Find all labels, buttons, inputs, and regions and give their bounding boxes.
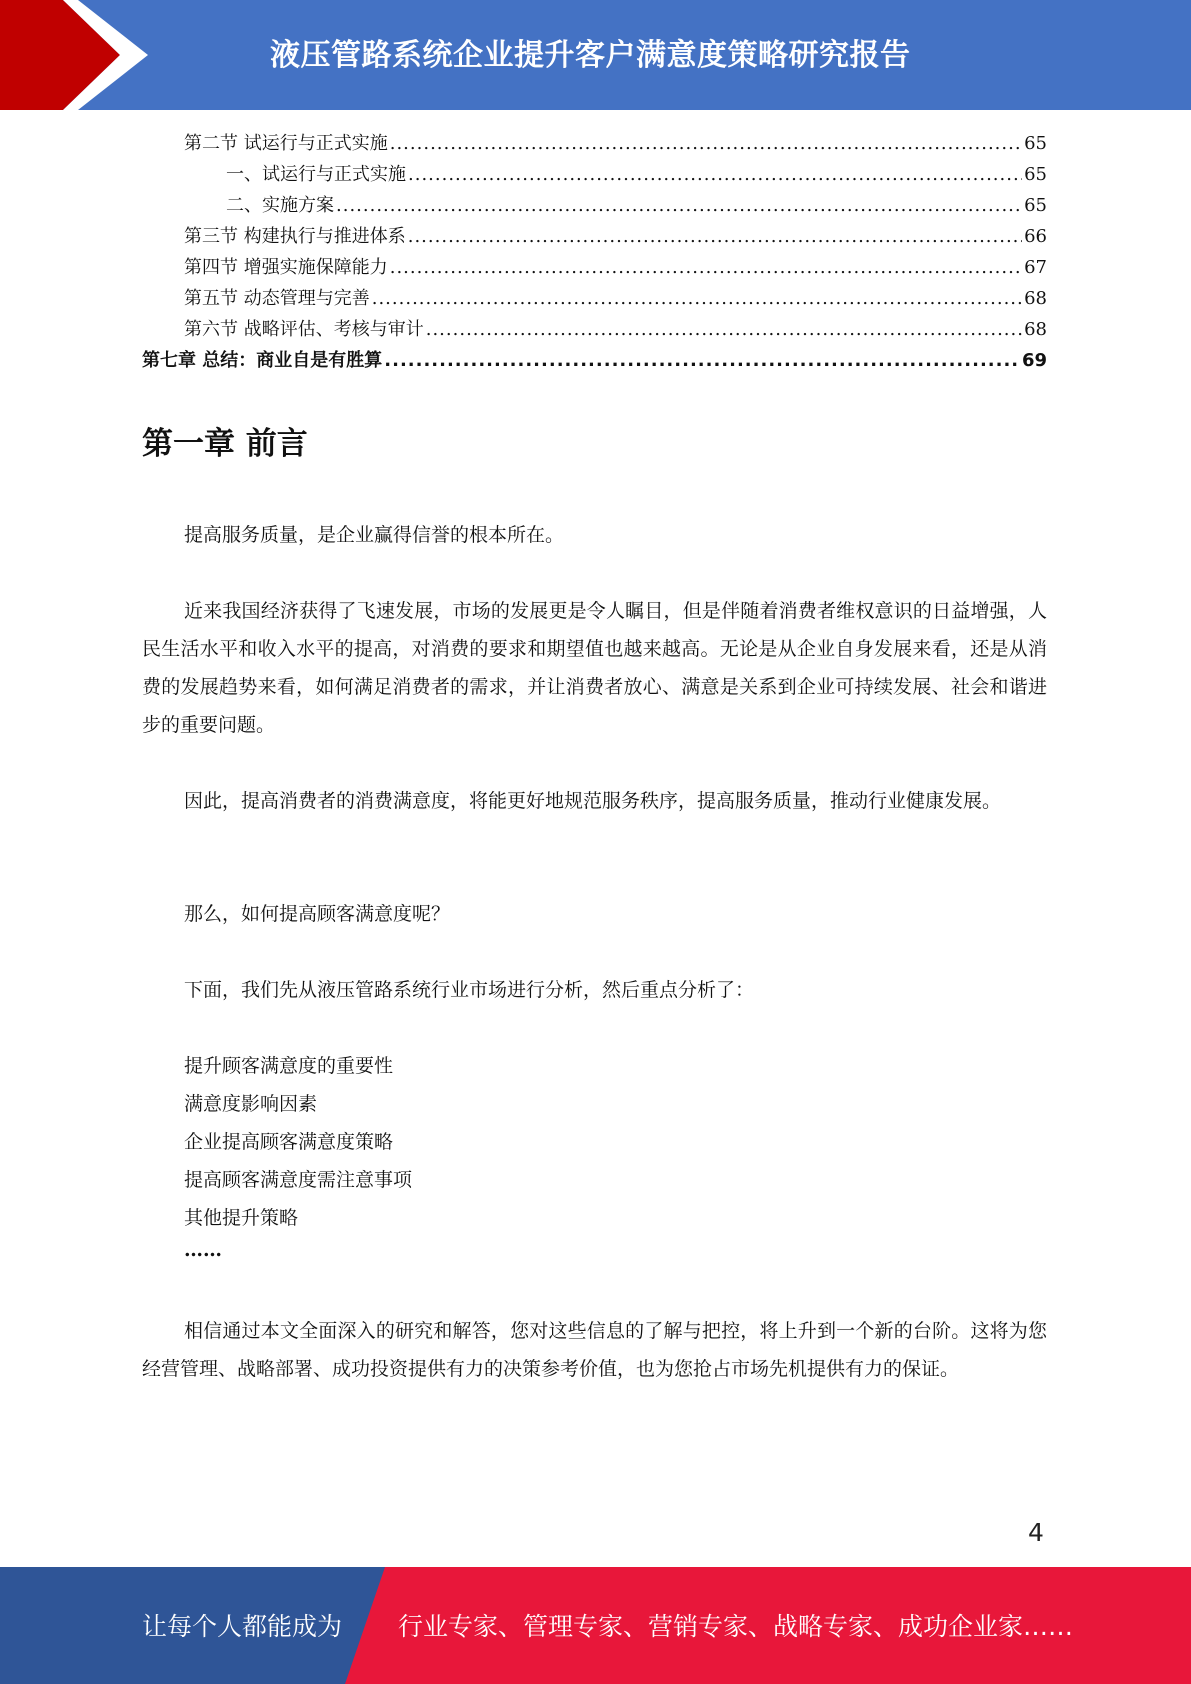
chevron-arrow-icon [0,0,150,110]
toc-page-number: 65 [1024,133,1047,154]
toc-entry-title: 第四节 增强实施保障能力 [184,257,388,278]
list-item: 企业提高顾客满意度策略 [184,1131,394,1153]
toc-row[interactable] [142,252,1047,283]
footer-slogan-left: 让每个人都能成为 [142,1612,343,1641]
toc-row[interactable] [142,221,1047,252]
list-item: 其他提升策略 [184,1207,299,1229]
toc-leader-dots [426,314,1022,345]
toc-entry-title: 第六节 战略评估、考核与审计 [184,319,424,340]
toc-page-number: 66 [1024,226,1047,247]
toc-page-number: 68 [1024,319,1047,340]
list-item: 提升顾客满意度的重要性 [184,1055,394,1077]
toc-leader-dots [336,190,1022,221]
page-number: 4 [1028,1518,1044,1547]
toc-leader-dots [384,345,1020,376]
paragraph: 近来我国经济获得了飞速发展，市场的发展更是令人瞩目，但是伴随着消费者维权意识的日益增强，人民生活水平和收入水平的提高，对消费的要求和期望值也越来越高。无论是从企业自身发展来看，还是从消费的发展趋势来看，如何满足消费者的需求，并让消费者放心、满意是关系到企业可持续发展、社会和谐进步的重要问题。 [142,600,1047,736]
toc-page-number: 68 [1024,288,1047,309]
list-item: 满意度影响因素 [184,1093,318,1115]
analysis-topic-list [184,1047,412,1237]
toc-page-number: 65 [1024,164,1047,185]
list-ellipsis: …… [184,1239,222,1261]
toc-row-chapter[interactable] [142,345,1047,376]
header-banner [0,0,1191,110]
toc-row[interactable] [142,159,1047,190]
footer-slogan-right: 行业专家、管理专家、营销专家、战略专家、成功企业家…… [398,1612,1074,1641]
toc-row[interactable] [142,190,1047,221]
toc-entry-title: 第五节 动态管理与完善 [184,288,370,309]
toc-row[interactable] [142,128,1047,159]
toc-row[interactable] [142,314,1047,345]
paragraph: 下面，我们先从液压管路系统行业市场进行分析，然后重点分析了： [184,979,755,1001]
toc-row[interactable] [142,283,1047,314]
toc-entry-title: 二、实施方案 [226,195,334,216]
toc-entry-title: 第二节 试运行与正式实施 [184,133,388,154]
toc-entry-title: 第三节 构建执行与推进体系 [184,226,406,247]
chapter-heading: 第一章 前言 [142,426,308,462]
toc-leader-dots [372,283,1022,314]
report-title: 液压管路系统企业提升客户满意度策略研究报告 [270,38,911,73]
paragraph: 那么，如何提高顾客满意度呢？ [184,903,451,925]
toc-leader-dots [408,221,1022,252]
paragraph: 因此，提高消费者的消费满意度，将能更好地规范服务秩序，提高服务质量，推动行业健康发展。 [184,790,1002,812]
toc-leader-dots [408,159,1022,190]
toc-entry-title: 一、试运行与正式实施 [226,164,406,185]
table-of-contents [142,128,1047,376]
toc-leader-dots [390,128,1022,159]
toc-entry-title: 第七章 总结：商业自是有胜算 [142,350,383,371]
paragraph: 相信通过本文全面深入的研究和解答，您对这些信息的了解与把控，将上升到一个新的台阶。这将为您经营管理、战略部署、成功投资提供有力的决策参考价值，也为您抢占市场先机提供有力的保证。 [142,1320,1047,1380]
paragraph: 提高服务质量，是企业赢得信誉的根本所在。 [184,524,565,546]
list-item: 提高顾客满意度需注意事项 [184,1169,413,1191]
footer-banner [0,1567,1191,1684]
toc-page-number: 69 [1021,350,1047,371]
toc-page-number: 65 [1024,195,1047,216]
toc-leader-dots [390,252,1022,283]
toc-page-number: 67 [1024,257,1047,278]
